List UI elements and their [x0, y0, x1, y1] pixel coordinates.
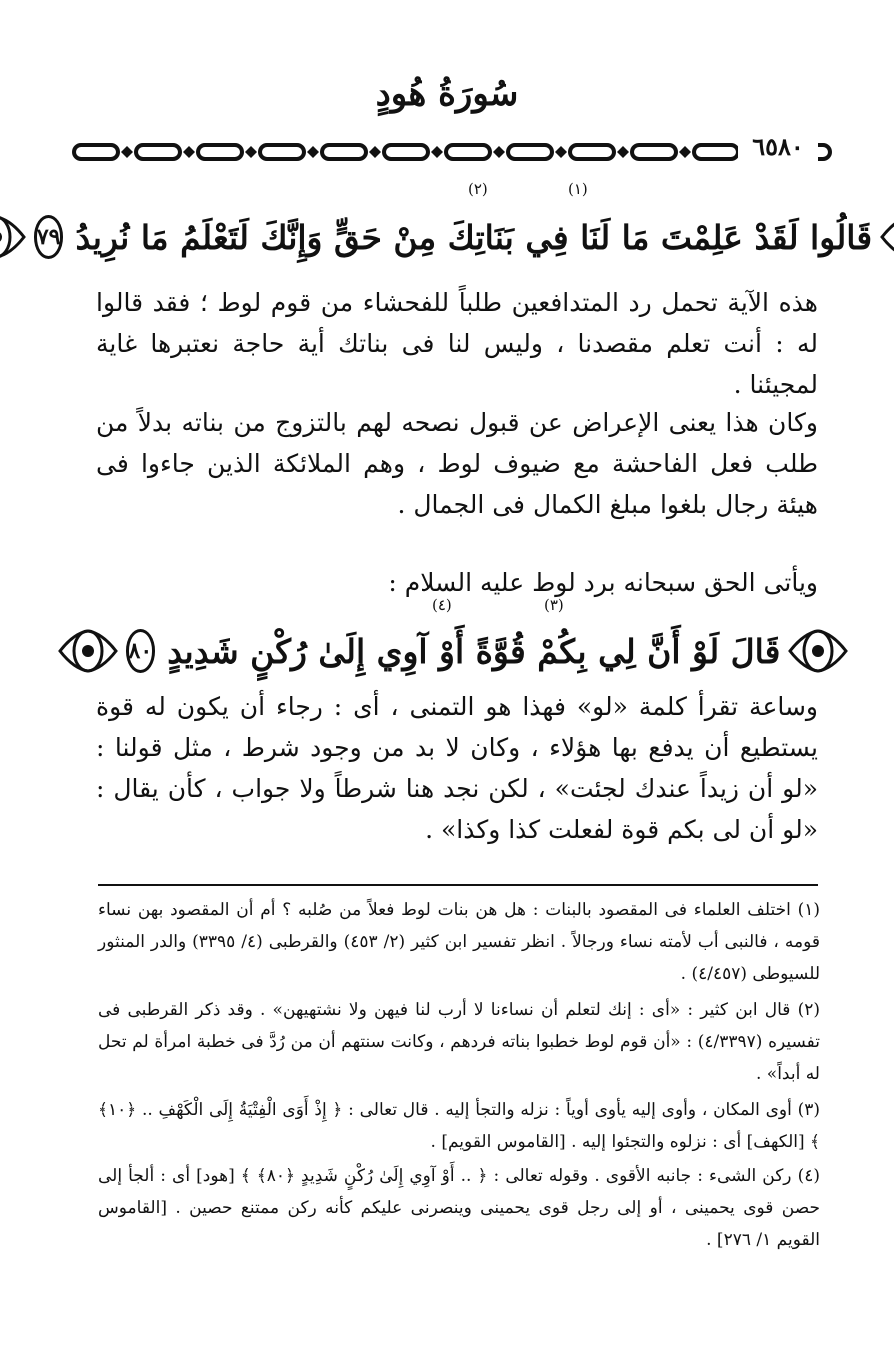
- commentary-paragraph: هذه الآية تحمل رد المتدافعين طلباً للفحشاء من قوم لوط ؛ فقد قالوا له : أنت تعلم مقصدنا ، وليس لنا فى بناتك أية حاجة نعتبرها غاية لمجيئنا .: [96, 288, 818, 399]
- quran-verse: [36, 202, 873, 272]
- footnote-marker: (٣): [544, 596, 564, 614]
- ayah-number: ٨٠: [126, 629, 156, 673]
- verse-end-ornament-icon: [0, 209, 28, 265]
- surah-title: سُورَةُ هُودٍ: [375, 74, 519, 114]
- commentary-paragraph: وساعة تقرأ كلمة «لو» فهذا هو التمنى ، أى : رجاء أن يكون له قوة يستطيع أن يدفع بها هؤلاء ، وكان لا بد من وجود شرط ، مثل قولنا : «لو أن زيداً عندك لجئت» ، لكن نجد هنا شرطاً ولا جواب ، كأن يقال : «لو أن لى بكم قوة لفعلت كذا وكذا» .: [96, 692, 818, 844]
- verse-text: قَالُوا لَقَدْ عَلِمْتَ مَا لَنَا فِي بَنَاتِكَ مِنْ حَقٍّ وَإِنَّكَ لَتَعْلَمُ مَا نُرِيدُ: [75, 217, 873, 257]
- footnote-marker: (١): [568, 180, 588, 198]
- quran-verse: [88, 616, 818, 686]
- verse-footnote-markers: [88, 180, 818, 202]
- footnote-marker: (٢): [468, 180, 488, 198]
- verse-start-ornament-icon: [786, 623, 850, 679]
- commentary-paragraph: ويأتى الحق سبحانه برد لوط عليه السلام :: [388, 568, 818, 597]
- footnote: (٣) أوى المكان ، وأوى إليه يأوى أوياً : نزله والتجأ إليه . قال تعالى : ﴿ إِذْ أَوَى الْفِتْيَةُ إِلَى الْكَهْفِ .. ﴿١٠﴾ ﴾ [الكهف] أى : نزلوه والتجئوا إليه . [القاموس القويم] .: [98, 1100, 820, 1152]
- verse-end-ornament-icon: [56, 623, 120, 679]
- ayah-number: ٧٩: [34, 215, 64, 259]
- footnote: (٢) قال ابن كثير : «أى : إنك لتعلم أن نساءنا لا أرب لنا فيهن ولا نشتهيهن» . وقد ذكر القرطبى فى تفسيره (٤/٣٣٩٧) : «أن قوم لوط خطبوا بناته فردهم ، وكانت سنتهم أن من رُدَّ فى خطبة امرأة لم تحل له أبداً» .: [98, 1000, 820, 1084]
- page-number: ٦٥٨٠: [738, 132, 818, 161]
- footnote: (٤) ركن الشىء : جانبه الأقوى . وقوله تعالى : ﴿ .. أَوْ آوِي إِلَىٰ رُكْنٍ شَدِيدٍ ﴿٨٠﴾ ﴾ [هود] أى : ألجأ إلى حصن قوى يحمينى ، أو إلى رجل قوى يحمينى وينصرنى عليكم كأنه ركن ممتنع حصين . [القاموس القويم ١/ ٢٧٦] .: [98, 1166, 820, 1250]
- verse-text: قَالَ لَوْ أَنَّ لِي بِكُمْ قُوَّةً أَوْ آوِي إِلَىٰ رُكْنٍ شَدِيدٍ: [167, 631, 781, 671]
- footnote: (١) اختلف العلماء فى المقصود بالبنات : هل هن بنات لوط فعلاً من صُلبه ؟ أم أن المقصود بهن نساء قومه ، فالنبى أب لأمته نساء ورجالاً . انظر تفسير ابن كثير (٢/ ٤٥٣) والقرطبى (٤/ ٣٣٩٥) والدر المنثور للسيوطى (٤/٤٥٧) .: [98, 900, 820, 984]
- verse-footnote-markers: [88, 596, 818, 618]
- commentary-paragraph: وكان هذا يعنى الإعراض عن قبول نصحه لهم بالتزوج من بناته بدلاً من طلب فعل الفاحشة مع ضيوف لوط ، وهم الملائكة الذين جاءوا فى هيئة رجال بلغوا مبلغ الكمال فى الجمال .: [96, 408, 818, 519]
- header-ornamental-rule: [72, 140, 832, 164]
- footnote-marker: (٤): [432, 596, 452, 614]
- verse-start-ornament-icon: [878, 209, 894, 265]
- footnote-divider: [98, 884, 818, 886]
